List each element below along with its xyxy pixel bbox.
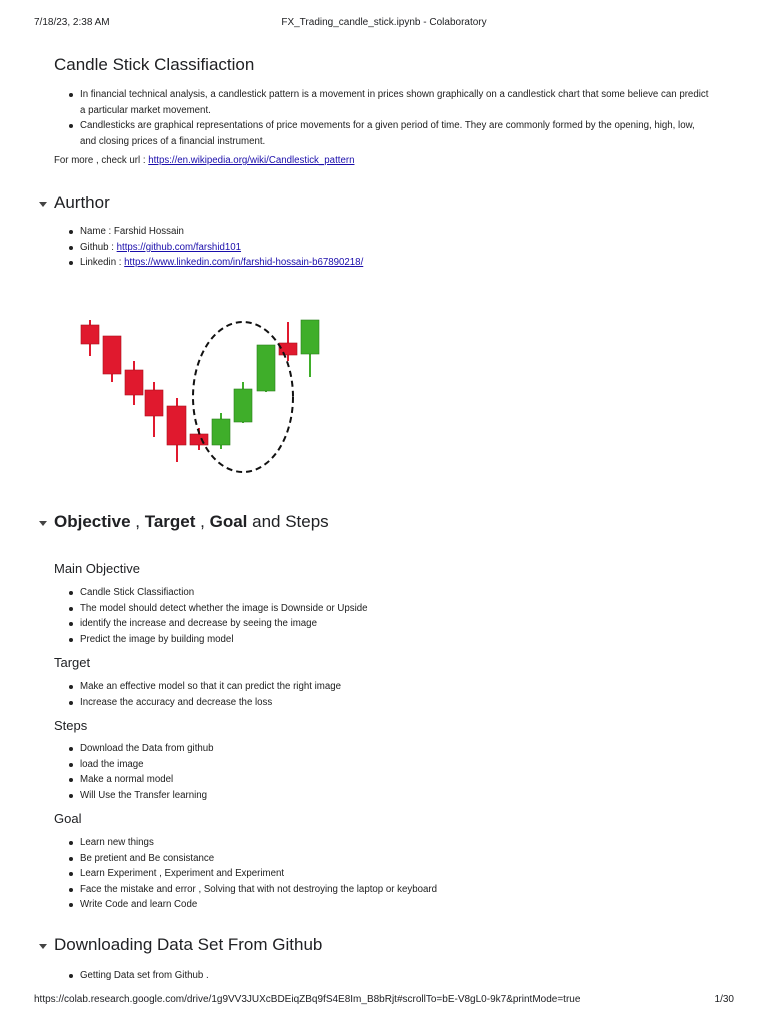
name-value: Farshid Hossain (113, 226, 184, 237)
steps-list (80, 741, 214, 803)
list-item: The model should detect whether the image is Downside or Upside (80, 601, 368, 617)
download-heading: Downloading Data Set From Github (54, 935, 323, 954)
intro-bullet-list (80, 87, 710, 149)
list-item (80, 255, 363, 271)
candle-bear-4 (145, 382, 163, 437)
heading-separator: , (130, 512, 145, 531)
list-item: Increase the accuracy and decrease the loss (80, 695, 341, 711)
collapse-caret-icon[interactable] (39, 521, 47, 526)
github-link[interactable]: https://github.com/farshid101 (116, 241, 242, 253)
list-item (80, 240, 363, 256)
candlestick-illustration (70, 310, 330, 485)
list-item: Learn Experiment , Experiment and Experiment (80, 866, 437, 882)
list-item: Be pretient and Be consistance (80, 851, 437, 867)
list-item: Download the Data from github (80, 741, 214, 757)
collapse-caret-icon[interactable] (39, 202, 47, 207)
candle-bear-1 (81, 320, 99, 356)
target-list (80, 679, 341, 710)
list-item: Face the mistake and error , Solving that with not destroying the laptop or keyboard (80, 882, 437, 898)
wikipedia-link[interactable]: https://en.wikipedia.org/wiki/Candlestick_pattern (148, 155, 355, 166)
list-item: load the image (80, 757, 214, 773)
candle-bear-3 (125, 361, 143, 405)
candle-bull-4 (301, 320, 319, 377)
list-item: identify the increase and decrease by seeing the image (80, 616, 368, 632)
download-list (80, 968, 209, 984)
list-item: Learn new things (80, 835, 437, 851)
list-item: Will Use the Transfer learning (80, 788, 214, 804)
goal-title: Goal (54, 811, 82, 826)
heading-tail: and Steps (247, 512, 329, 531)
page-number: 1/30 (714, 994, 734, 1005)
heading-target: Target (144, 512, 196, 531)
objective-heading (54, 512, 329, 532)
goal-list (80, 835, 437, 913)
candle-bear-7 (279, 322, 297, 361)
author-list (80, 224, 363, 271)
github-label: Github : (80, 241, 117, 253)
linkedin-link[interactable]: https://www.linkedin.com/in/farshid-hossain-b67890218/ (124, 257, 364, 268)
list-item: Write Code and learn Code (80, 897, 437, 913)
more-info-prefix: For more , check url : (54, 155, 149, 166)
list-item: Make an effective model so that it can predict the right image (80, 679, 341, 695)
list-item: Predict the image by building model (80, 632, 368, 648)
more-info-line (54, 155, 354, 166)
list-item: In financial technical analysis, a candlestick pattern is a movement in prices shown graphically on a candlestick chart that some believe can predict a particular market movement. (80, 87, 710, 118)
candle-bull-1 (212, 413, 230, 449)
main-objective-title: Main Objective (54, 561, 140, 576)
steps-title: Steps (54, 718, 88, 733)
heading-objective: Objective (54, 512, 131, 531)
name-label: Name : (80, 226, 114, 237)
print-doc-title: FX_Trading_candle_stick.ipynb - Colaboratory (281, 17, 487, 28)
candle-bull-3 (257, 345, 275, 392)
candle-bear-2 (103, 336, 121, 382)
main-objective-list (80, 585, 368, 647)
list-item: Make a normal model (80, 772, 214, 788)
print-datetime: 7/18/23, 2:38 AM (34, 17, 110, 28)
collapse-caret-icon[interactable] (39, 944, 47, 949)
target-title: Target (54, 655, 91, 670)
intro-title: Candle Stick Classifiaction (54, 55, 255, 74)
print-url: https://colab.research.google.com/drive/1g9VV3JUXcBDEiqZBq9fS4E8Im_B8bRjt#scrollTo=bE-V8gL0-9k7&printMode=true (34, 994, 581, 1005)
linkedin-label: Linkedin : (80, 257, 125, 268)
candle-bull-2 (234, 382, 252, 423)
list-item: Candle Stick Classifiaction (80, 585, 368, 601)
list-item: Getting Data set from Github . (80, 968, 209, 984)
author-heading: Aurthor (54, 193, 110, 212)
heading-separator: , (195, 512, 210, 531)
list-item: Candlesticks are graphical representations of price movements for a given period of time. They are commonly formed by the opening, high, low, and closing prices of a financial instrument. (80, 118, 710, 149)
list-item (80, 224, 363, 240)
candle-bear-5 (167, 398, 186, 462)
heading-goal: Goal (209, 512, 248, 531)
